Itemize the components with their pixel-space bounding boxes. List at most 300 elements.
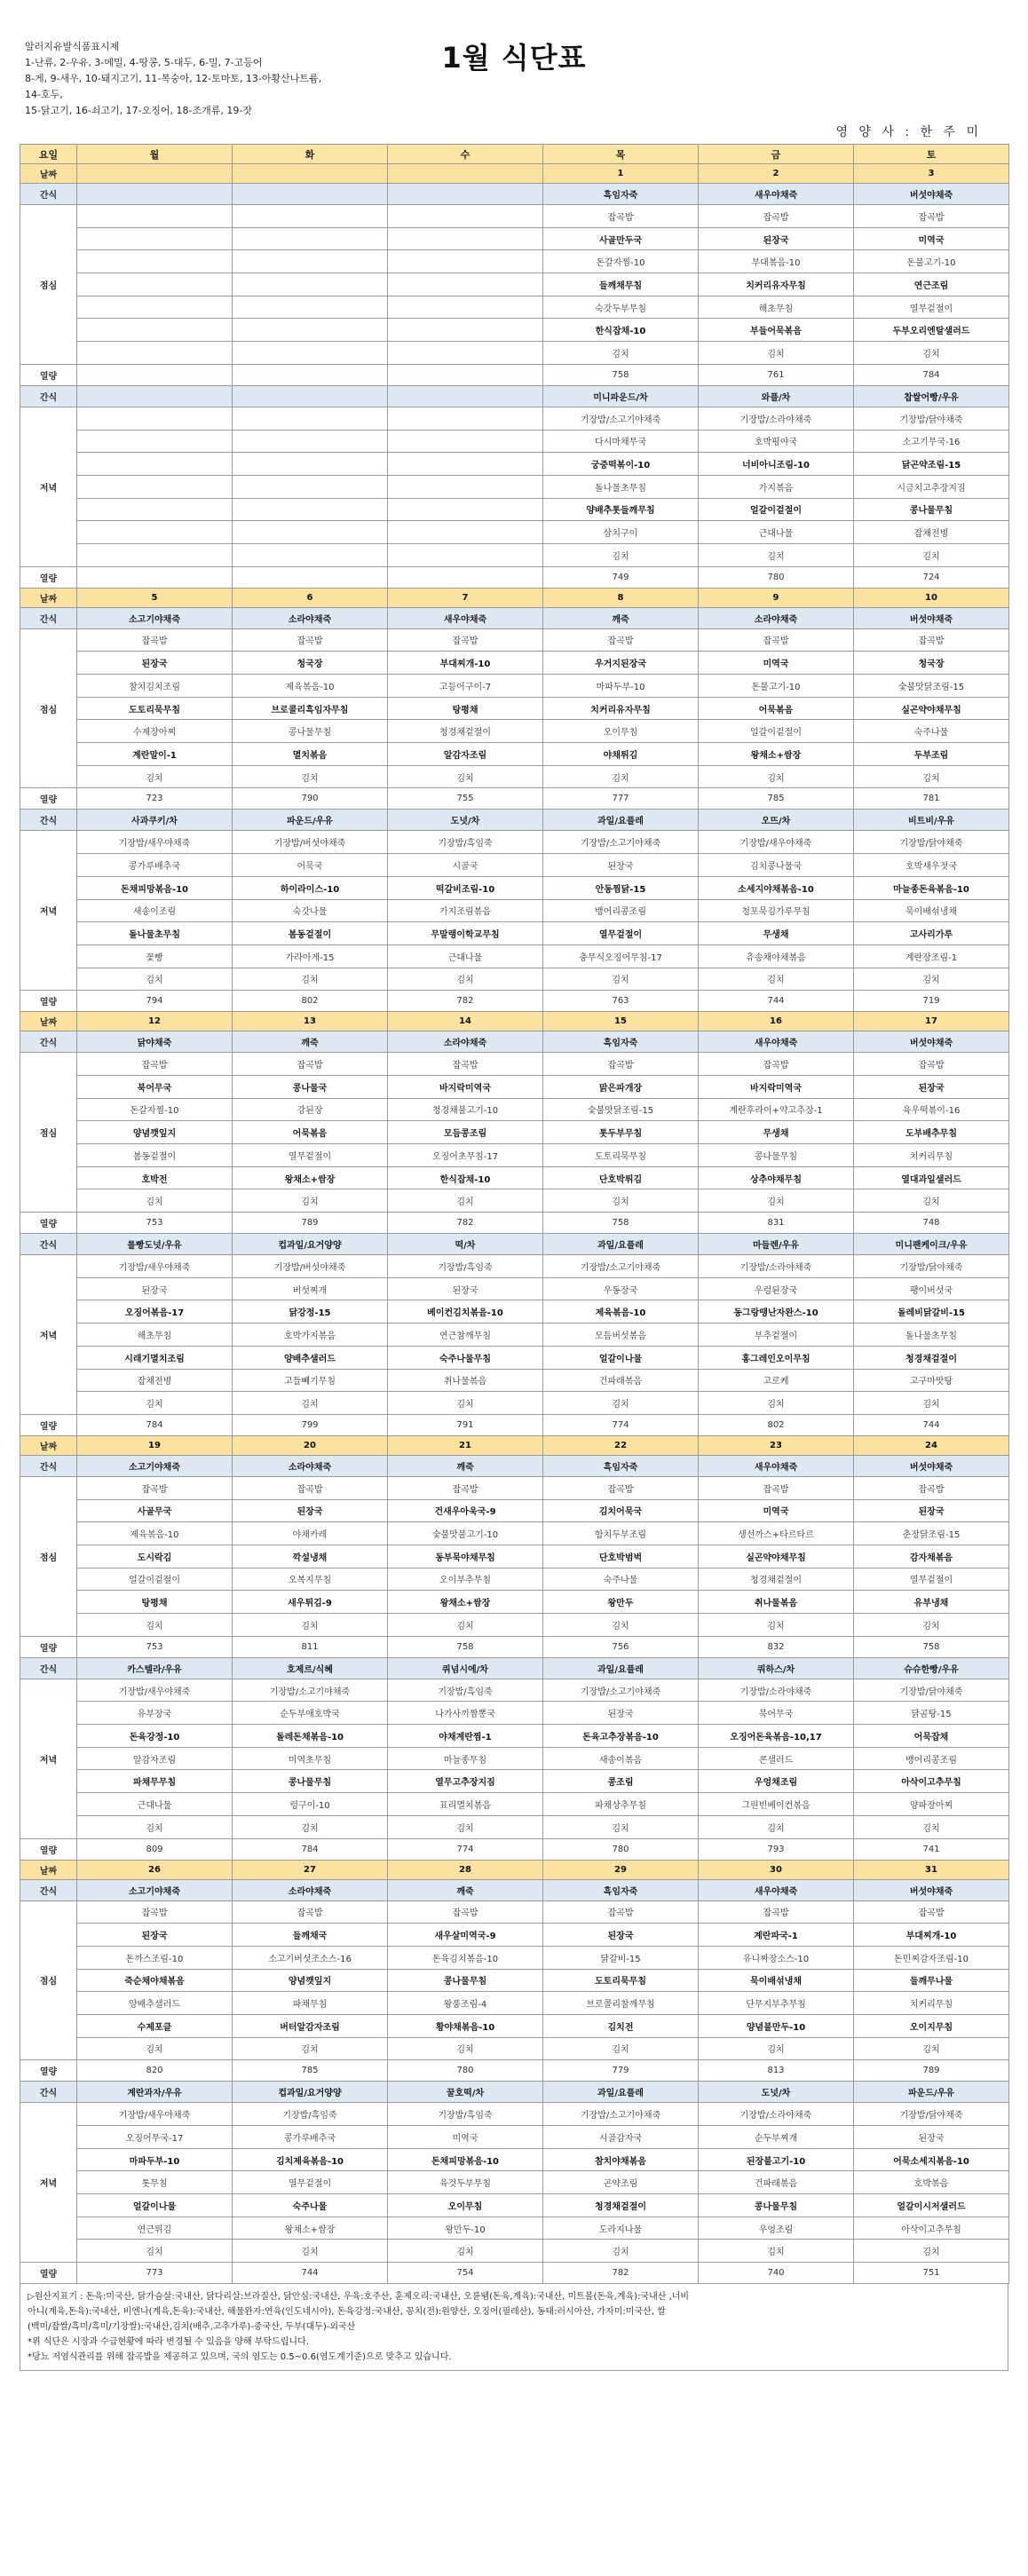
dish-cell: 연근조림 bbox=[854, 273, 1009, 296]
dish-cell: 돈까스조림-10 bbox=[77, 1946, 233, 1969]
dish-cell: 계란장조림-1 bbox=[854, 944, 1009, 968]
dish-cell: 취나물볶음 bbox=[388, 1369, 543, 1392]
dish-cell: 왕만두 bbox=[543, 1591, 699, 1614]
dish-cell: 소고기버섯조소스-16 bbox=[233, 1946, 388, 1969]
dish-cell bbox=[77, 273, 233, 296]
kcal-cell: 780 bbox=[699, 566, 854, 588]
dinner-dish-row bbox=[20, 899, 1009, 922]
dish-cell: 청국장 bbox=[233, 652, 388, 675]
lunch-dish-row bbox=[20, 697, 1009, 720]
kcal-cell: 813 bbox=[699, 2060, 854, 2082]
dish-cell bbox=[233, 205, 388, 228]
dish-cell: 기장밥/새우야채죽 bbox=[77, 1255, 233, 1278]
dish-cell: 된장국 bbox=[854, 1075, 1009, 1098]
dish-cell bbox=[388, 227, 543, 250]
dish-cell: 가지조림볶음 bbox=[388, 899, 543, 922]
dish-cell: 츄송채야채볶음 bbox=[699, 944, 854, 968]
dish-cell: 김치 bbox=[699, 1392, 854, 1415]
dish-cell: 잡곡밥 bbox=[854, 1900, 1009, 1924]
dish-cell: 기장밥/흑임죽 bbox=[388, 1679, 543, 1702]
lunch-dish-row bbox=[20, 1545, 1009, 1568]
dinner-dish-row bbox=[20, 831, 1009, 854]
dish-cell: 근대나물 bbox=[388, 944, 543, 968]
origin-notice-line: *위 식단은 시장과 수급현황에 따라 변경될 수 있음을 양해 부탁드립니다. bbox=[28, 2337, 309, 2348]
dish-cell: 두부조림 bbox=[854, 743, 1009, 766]
row-label-dinner: 저녁 bbox=[20, 407, 77, 566]
row-label-kcal: 열량 bbox=[20, 2263, 77, 2284]
kcal-cell: 779 bbox=[543, 2060, 699, 2082]
dish-cell: 김치 bbox=[543, 1189, 699, 1213]
date-cell: 26 bbox=[77, 1860, 233, 1879]
weekday-header: 월 bbox=[77, 145, 233, 164]
dish-cell: 도토리묵무침 bbox=[543, 1969, 699, 1992]
dish-cell: 잡곡밥 bbox=[699, 1476, 854, 1499]
row-label-kcal: 열량 bbox=[20, 1414, 77, 1435]
snack-cell: 호제르/식혜 bbox=[233, 1657, 388, 1679]
dish-cell: 하이라이스-10 bbox=[233, 876, 388, 899]
kcal-cell: 794 bbox=[77, 991, 233, 1012]
dish-cell bbox=[233, 498, 388, 521]
dish-cell: 잡곡밥 bbox=[233, 1476, 388, 1499]
row-label-snack: 간식 bbox=[20, 2082, 77, 2103]
dish-cell: 가지볶음 bbox=[699, 475, 854, 498]
pm-snack-row bbox=[20, 810, 1009, 831]
dish-cell: 된장국 bbox=[77, 1924, 233, 1947]
dish-cell: 된장국 bbox=[388, 1277, 543, 1300]
dish-cell: 얼갈이나물 bbox=[77, 2194, 233, 2217]
dish-cell: 콩나물무침 bbox=[388, 1969, 543, 1992]
lunch-dish-row bbox=[20, 652, 1009, 675]
date-cell: 14 bbox=[388, 1012, 543, 1031]
dish-cell: 숯불맛불고기-10 bbox=[388, 1522, 543, 1545]
kcal-cell: 774 bbox=[543, 1414, 699, 1435]
row-label-date: 날짜 bbox=[20, 164, 77, 184]
snack-cell: 과일/요플레 bbox=[543, 1657, 699, 1679]
dish-cell: 콩나물무침 bbox=[233, 720, 388, 743]
dish-cell: 얼갈이겉절이 bbox=[699, 498, 854, 521]
dish-cell: 야채계란찜-1 bbox=[388, 1725, 543, 1748]
date-cell: 19 bbox=[77, 1435, 233, 1455]
dish-cell: 새우살미역국-9 bbox=[388, 1924, 543, 1947]
meal-plan-table bbox=[20, 144, 1009, 2284]
dish-cell: 야채카레 bbox=[233, 1522, 388, 1545]
kcal-cell: 744 bbox=[699, 991, 854, 1012]
kcal-cell: 758 bbox=[388, 1636, 543, 1657]
dish-cell: 양배추톳들깨무침 bbox=[543, 498, 699, 521]
dish-cell: 얼갈이겉절이 bbox=[77, 1568, 233, 1591]
dish-cell: 김치 bbox=[699, 1614, 854, 1637]
dinner-dish-row bbox=[20, 1277, 1009, 1300]
dish-cell: 된장국 bbox=[77, 1277, 233, 1300]
dish-cell: 마늘종돈육볶음-10 bbox=[854, 876, 1009, 899]
snack-cell: 흑임자죽 bbox=[543, 1879, 699, 1900]
row-label-date: 날짜 bbox=[20, 1860, 77, 1879]
dish-cell: 소세지야채볶음-10 bbox=[699, 876, 854, 899]
dinner-dish-row bbox=[20, 430, 1009, 453]
snack-cell bbox=[77, 385, 233, 407]
row-label-kcal: 열량 bbox=[20, 1838, 77, 1860]
dinner-dish-row bbox=[20, 2103, 1009, 2126]
dish-cell: 기장밥/새우야채죽 bbox=[77, 2103, 233, 2126]
kcal-cell: 773 bbox=[77, 2263, 233, 2284]
dish-cell: 콩나물무침 bbox=[233, 1770, 388, 1793]
lunch-dish-row bbox=[20, 273, 1009, 296]
dish-cell: 김치 bbox=[77, 765, 233, 788]
dish-cell: 마파두부-10 bbox=[543, 675, 699, 698]
dish-cell: 잡곡밥 bbox=[543, 1476, 699, 1499]
kcal-cell: 782 bbox=[388, 1213, 543, 1234]
dish-cell: 닭곰탕-15 bbox=[854, 1702, 1009, 1725]
snack-cell: 컵과일/요거양양 bbox=[233, 2082, 388, 2103]
dish-cell: 잡곡밥 bbox=[854, 1476, 1009, 1499]
dish-cell: 미역초무침 bbox=[233, 1747, 388, 1770]
dish-cell: 왕채소+쌈장 bbox=[388, 1591, 543, 1614]
dish-cell: 부대찌개-10 bbox=[388, 652, 543, 675]
snack-cell: 마들렌/우유 bbox=[699, 1234, 854, 1255]
origin-notice-line: 아니(계육,돈육):국내산, 비엔나(계육,돈육):국내산, 해물완자:연육(인도네시아), 돈육강정:국내산, 꽁치(전):원양산, 오징어(필레산), 동태:러시아산, 가자미:미국산, 쌀 bbox=[28, 2307, 666, 2318]
lunch-dish-row bbox=[20, 675, 1009, 698]
dish-cell: 나가사끼짬뽕국 bbox=[388, 1702, 543, 1725]
dish-cell: 부대찌개-10 bbox=[854, 1924, 1009, 1947]
dish-cell: 호박볶음 bbox=[854, 2171, 1009, 2194]
dish-cell: 기장밥/소고기야채죽 bbox=[543, 1255, 699, 1278]
kcal-cell: 740 bbox=[699, 2263, 854, 2284]
snack-cell: 버섯야채죽 bbox=[854, 607, 1009, 628]
dish-cell: 김치전 bbox=[543, 2014, 699, 2037]
dish-cell: 참치김치조림 bbox=[77, 675, 233, 698]
dish-cell bbox=[233, 273, 388, 296]
dinner-dish-row bbox=[20, 876, 1009, 899]
dinner-dish-row bbox=[20, 1770, 1009, 1793]
dish-cell: 청경채겉절이 bbox=[388, 720, 543, 743]
dish-cell: 삼치구이 bbox=[543, 521, 699, 544]
dish-cell: 뱅어리콩조림 bbox=[854, 1747, 1009, 1770]
dish-cell: 된장국 bbox=[543, 854, 699, 877]
dish-cell: 육우떡볶이-16 bbox=[854, 1098, 1009, 1121]
row-label-kcal: 열량 bbox=[20, 566, 77, 588]
dish-cell: 오이부추무침 bbox=[388, 1568, 543, 1591]
dinner-dish-row bbox=[20, 854, 1009, 877]
dish-cell: 오징어볶음-17 bbox=[77, 1300, 233, 1324]
dish-cell: 미역국 bbox=[699, 652, 854, 675]
dinner-dish-row bbox=[20, 2194, 1009, 2217]
dish-cell: 김치 bbox=[388, 968, 543, 991]
kcal-cell: 741 bbox=[854, 1838, 1009, 1860]
dish-cell bbox=[388, 296, 543, 319]
dish-cell: 미역국 bbox=[388, 2126, 543, 2149]
lunch-dish-row bbox=[20, 720, 1009, 743]
snack-cell: 깨죽 bbox=[388, 1879, 543, 1900]
dish-cell: 사골만두국 bbox=[543, 227, 699, 250]
dish-cell: 연근튀김 bbox=[77, 2216, 233, 2240]
lunch-kcal-row bbox=[20, 2060, 1009, 2082]
dish-cell: 잡곡밥 bbox=[543, 628, 699, 652]
snack-cell: 찹쌀어빵/우유 bbox=[854, 385, 1009, 407]
dish-cell: 기장밥/소라야채죽 bbox=[699, 1679, 854, 1702]
dish-cell: 기장밥/소고기야채죽 bbox=[543, 2103, 699, 2126]
dish-cell: 열무겉절이 bbox=[233, 2171, 388, 2194]
dish-cell: 계란후라이+약고추장-1 bbox=[699, 1098, 854, 1121]
dish-cell: 그린빈베이컨볶음 bbox=[699, 1793, 854, 1816]
dish-cell: 잡곡밥 bbox=[388, 1476, 543, 1499]
dish-cell: 숙주나물 bbox=[233, 2194, 388, 2217]
dish-cell: 열무겉절이 bbox=[854, 1568, 1009, 1591]
snack-cell: 흑임자죽 bbox=[543, 1031, 699, 1053]
dish-cell: 호박평야국 bbox=[699, 430, 854, 453]
kcal-cell: 790 bbox=[233, 788, 388, 810]
dish-cell: 미역국 bbox=[699, 1499, 854, 1522]
origin-notice-line: ▷원산지표기 : 돈육:미국산, 닭가슴살:국내산, 닭다리살:브라질산, 닭안심:국내산, 우육:호주산, 훈제오리:국내산, 오륜뗌(돈육,계육):국내산, 미트볼(돈육,계육):국내산 ,너비 bbox=[28, 2292, 690, 2303]
dish-cell: 어묵국 bbox=[233, 854, 388, 877]
row-label-dinner: 저녁 bbox=[20, 2103, 77, 2263]
dish-cell: 왕채소+쌈장 bbox=[233, 2216, 388, 2240]
snack-cell: 과일/요플레 bbox=[543, 1234, 699, 1255]
dish-cell: 잡곡밥 bbox=[233, 1053, 388, 1076]
dish-cell: 김치 bbox=[543, 2037, 699, 2060]
dish-cell: 잡곡밥 bbox=[699, 628, 854, 652]
weekday-header: 금 bbox=[699, 145, 854, 164]
dish-cell: 봄동겉절이 bbox=[233, 922, 388, 945]
dish-cell: 기장밥/흑임죽 bbox=[388, 1255, 543, 1278]
dish-cell: 오이무침 bbox=[543, 720, 699, 743]
dish-cell: 사골무국 bbox=[77, 1499, 233, 1522]
dish-cell bbox=[233, 342, 388, 365]
snack-cell: 쿼넘시에/차 bbox=[388, 1657, 543, 1679]
dish-cell: 북어무국 bbox=[77, 1075, 233, 1098]
dish-cell: 궁중떡볶이-10 bbox=[543, 453, 699, 476]
lunch-dish-row bbox=[20, 1924, 1009, 1947]
dish-cell: 잡곡밥 bbox=[388, 1900, 543, 1924]
kcal-cell: 802 bbox=[699, 1414, 854, 1435]
dish-cell: 브로콜리참깨무침 bbox=[543, 1992, 699, 2015]
dish-cell: 꽃빵 bbox=[77, 944, 233, 968]
dish-cell: 무말랭이학교무침 bbox=[388, 922, 543, 945]
lunch-dish-row bbox=[20, 250, 1009, 273]
dish-cell bbox=[233, 319, 388, 342]
dish-cell: 잡곡밥 bbox=[699, 205, 854, 228]
dish-cell: 김치 bbox=[543, 342, 699, 365]
dish-cell: 김치 bbox=[854, 1392, 1009, 1415]
lunch-dish-row bbox=[20, 296, 1009, 319]
date-row bbox=[20, 1012, 1009, 1031]
dish-cell: 무생채 bbox=[699, 1121, 854, 1144]
dish-cell: 청국장 bbox=[854, 652, 1009, 675]
dish-cell: 된장국 bbox=[543, 1924, 699, 1947]
snack-cell: 미니팬케이크/우유 bbox=[854, 1234, 1009, 1255]
dish-cell: 김치 bbox=[854, 342, 1009, 365]
dish-cell: 아삭이고추무침 bbox=[854, 2216, 1009, 2240]
allergy-legend-line: 알러지유발식품표시제 bbox=[25, 41, 120, 52]
row-label-lunch: 점심 bbox=[20, 1900, 77, 2060]
kcal-cell bbox=[77, 364, 233, 385]
dish-cell: 제육볶음-10 bbox=[233, 675, 388, 698]
dish-cell: 버터알감자조림 bbox=[233, 2014, 388, 2037]
dinner-dish-row bbox=[20, 407, 1009, 430]
date-cell: 17 bbox=[854, 1012, 1009, 1031]
dish-cell: 북어무국 bbox=[699, 1702, 854, 1725]
nutritionist-label: 영 양 사 : 한 주 미 bbox=[835, 125, 982, 139]
snack-cell: 소고기야채죽 bbox=[77, 1455, 233, 1476]
dish-cell: 김치 bbox=[388, 1189, 543, 1213]
dish-cell: 양념깻잎지 bbox=[233, 1969, 388, 1992]
dish-cell: 소고기무국-16 bbox=[854, 430, 1009, 453]
dinner-dish-row bbox=[20, 1725, 1009, 1748]
am-snack-row bbox=[20, 1031, 1009, 1053]
dish-cell: 묵이배섞냉채 bbox=[854, 899, 1009, 922]
dish-cell: 단무지부추무침 bbox=[699, 1992, 854, 2015]
dinner-dish-row bbox=[20, 1324, 1009, 1347]
dish-cell: 김치 bbox=[854, 1189, 1009, 1213]
date-cell: 24 bbox=[854, 1435, 1009, 1455]
kcal-cell: 763 bbox=[543, 991, 699, 1012]
dish-cell: 무생채 bbox=[699, 922, 854, 945]
snack-cell: 새우야채죽 bbox=[388, 607, 543, 628]
snack-cell: 떡/차 bbox=[388, 1234, 543, 1255]
date-cell: 8 bbox=[543, 588, 699, 607]
dish-cell: 팽이버섯국 bbox=[854, 1277, 1009, 1300]
dish-cell: 참치야채볶음 bbox=[543, 2148, 699, 2171]
lunch-dish-row bbox=[20, 1144, 1009, 1167]
kcal-cell: 802 bbox=[233, 991, 388, 1012]
snack-cell: 새우야채죽 bbox=[699, 1879, 854, 1900]
lunch-kcal-row bbox=[20, 788, 1009, 810]
dish-cell: 봄동겉절이 bbox=[77, 1144, 233, 1167]
kcal-cell bbox=[77, 566, 233, 588]
dish-cell: 기장밥/닭야채죽 bbox=[854, 2103, 1009, 2126]
kcal-cell: 789 bbox=[854, 2060, 1009, 2082]
snack-cell: 사과쿠키/차 bbox=[77, 810, 233, 831]
dish-cell: 톳두부무침 bbox=[543, 1121, 699, 1144]
dish-cell: 해초무침 bbox=[77, 1324, 233, 1347]
dish-cell: 돈불고기-10 bbox=[854, 250, 1009, 273]
dish-cell: 고들빼기무침 bbox=[233, 1369, 388, 1392]
dish-cell: 호박가지볶음 bbox=[233, 1324, 388, 1347]
snack-cell: 흑임자죽 bbox=[543, 184, 699, 205]
dish-cell: 숯불맛닭조림-15 bbox=[854, 675, 1009, 698]
dish-cell: 양념불만두-10 bbox=[699, 2014, 854, 2037]
dish-cell: 육것두부무침 bbox=[388, 2171, 543, 2194]
kcal-cell: 755 bbox=[388, 788, 543, 810]
pm-snack-row bbox=[20, 2082, 1009, 2103]
kcal-cell: 744 bbox=[233, 2263, 388, 2284]
dish-cell: 김치 bbox=[854, 1614, 1009, 1637]
dish-cell bbox=[77, 498, 233, 521]
lunch-dish-row bbox=[20, 743, 1009, 766]
dish-cell: 버섯찌개 bbox=[233, 1277, 388, 1300]
dish-cell: 오징어돈육볶음-10,17 bbox=[699, 1725, 854, 1748]
dish-cell: 돈육강정-10 bbox=[77, 1725, 233, 1748]
date-row bbox=[20, 1435, 1009, 1455]
dish-cell: 잡곡밥 bbox=[233, 1900, 388, 1924]
dish-cell bbox=[388, 205, 543, 228]
dish-cell: 김치 bbox=[233, 1815, 388, 1838]
dish-cell: 수제장아찌 bbox=[77, 720, 233, 743]
snack-cell: 컵과일/요거양양 bbox=[233, 1234, 388, 1255]
dinner-dish-row bbox=[20, 543, 1009, 566]
kcal-cell: 793 bbox=[699, 1838, 854, 1860]
dish-cell bbox=[77, 250, 233, 273]
dish-cell: 숙주나물 bbox=[854, 720, 1009, 743]
dish-cell: 기장밥/소고기야채죽 bbox=[543, 407, 699, 430]
lunch-dish-row bbox=[20, 1900, 1009, 1924]
dish-cell: 치커리유자무침 bbox=[699, 273, 854, 296]
dish-cell: 김치 bbox=[699, 1815, 854, 1838]
dish-cell: 알감자조림 bbox=[388, 743, 543, 766]
dish-cell: 감자채볶음 bbox=[854, 1545, 1009, 1568]
dish-cell: 숙갓나물 bbox=[233, 899, 388, 922]
dish-cell: 돌레비닭갈비-15 bbox=[854, 1300, 1009, 1324]
dish-cell: 김치 bbox=[699, 342, 854, 365]
dish-cell: 야채튀김 bbox=[543, 743, 699, 766]
dish-cell: 우동장국 bbox=[543, 1277, 699, 1300]
dish-cell: 된장국 bbox=[854, 1499, 1009, 1522]
kcal-cell bbox=[388, 566, 543, 588]
snack-cell bbox=[388, 184, 543, 205]
dinner-dish-row bbox=[20, 475, 1009, 498]
snack-cell: 깨죽 bbox=[543, 607, 699, 628]
dish-cell: 왕채소+쌈장 bbox=[699, 743, 854, 766]
dish-cell: 오징어초무침-17 bbox=[388, 1144, 543, 1167]
dish-cell: 잡곡밥 bbox=[854, 1053, 1009, 1076]
dish-cell: 잡곡밥 bbox=[543, 205, 699, 228]
dinner-dish-row bbox=[20, 1346, 1009, 1369]
snack-cell: 닭야채죽 bbox=[77, 1031, 233, 1053]
dish-cell: 열무겉절이 bbox=[854, 296, 1009, 319]
dish-cell: 시골국 bbox=[388, 854, 543, 877]
dish-cell: 탕평채 bbox=[388, 697, 543, 720]
dish-cell: 잡곡밥 bbox=[854, 628, 1009, 652]
dish-cell: 콩나물무침 bbox=[854, 498, 1009, 521]
dish-cell: 브로콜리흑임자무침 bbox=[233, 697, 388, 720]
dish-cell: 파채상추무침 bbox=[543, 1793, 699, 1816]
dish-cell: 김치 bbox=[233, 2037, 388, 2060]
snack-cell bbox=[388, 385, 543, 407]
dish-cell: 새송이볶음 bbox=[543, 1747, 699, 1770]
dish-cell: 김치 bbox=[77, 968, 233, 991]
dish-cell: 열무겉절이 bbox=[233, 1144, 388, 1167]
dish-cell bbox=[77, 319, 233, 342]
kcal-cell: 753 bbox=[77, 1213, 233, 1234]
date-cell: 1 bbox=[543, 164, 699, 184]
page-title: 1월 식단표 bbox=[441, 41, 587, 75]
dish-cell: 기장밥/새우야채죽 bbox=[77, 831, 233, 854]
dish-cell: 잡곡밥 bbox=[699, 1900, 854, 1924]
dish-cell: 청경채겉절이 bbox=[854, 1346, 1009, 1369]
dish-cell: 김치 bbox=[543, 765, 699, 788]
dish-cell: 돈갈자찜-10 bbox=[77, 1098, 233, 1121]
dinner-dish-row bbox=[20, 1679, 1009, 1702]
dish-cell: 제육볶음-10 bbox=[543, 1300, 699, 1324]
dinner-dish-row bbox=[20, 521, 1009, 544]
dish-cell: 맑은파개장 bbox=[543, 1075, 699, 1098]
snack-cell: 버섯야채죽 bbox=[854, 1879, 1009, 1900]
dish-cell bbox=[77, 296, 233, 319]
dish-cell: 청경채불고기-10 bbox=[388, 1098, 543, 1121]
dish-cell: 김치 bbox=[77, 1392, 233, 1415]
allergy-legend-line: 8-게, 9-새우, 10-돼지고기, 11-복숭아, 12-토마토, 13-아황산나트륨, bbox=[25, 73, 322, 84]
dinner-dish-row bbox=[20, 1300, 1009, 1324]
kcal-cell: 758 bbox=[543, 1213, 699, 1234]
kcal-cell: 723 bbox=[77, 788, 233, 810]
dish-cell: 단호박범벅 bbox=[543, 1545, 699, 1568]
dish-cell: 왕채소+쌈장 bbox=[233, 1166, 388, 1189]
kcal-cell: 781 bbox=[854, 788, 1009, 810]
dish-cell: 고로케 bbox=[699, 1369, 854, 1392]
kcal-cell: 751 bbox=[854, 2263, 1009, 2284]
kcal-cell: 785 bbox=[699, 788, 854, 810]
kcal-cell: 756 bbox=[543, 1636, 699, 1657]
snack-cell: 깨죽 bbox=[388, 1455, 543, 1476]
